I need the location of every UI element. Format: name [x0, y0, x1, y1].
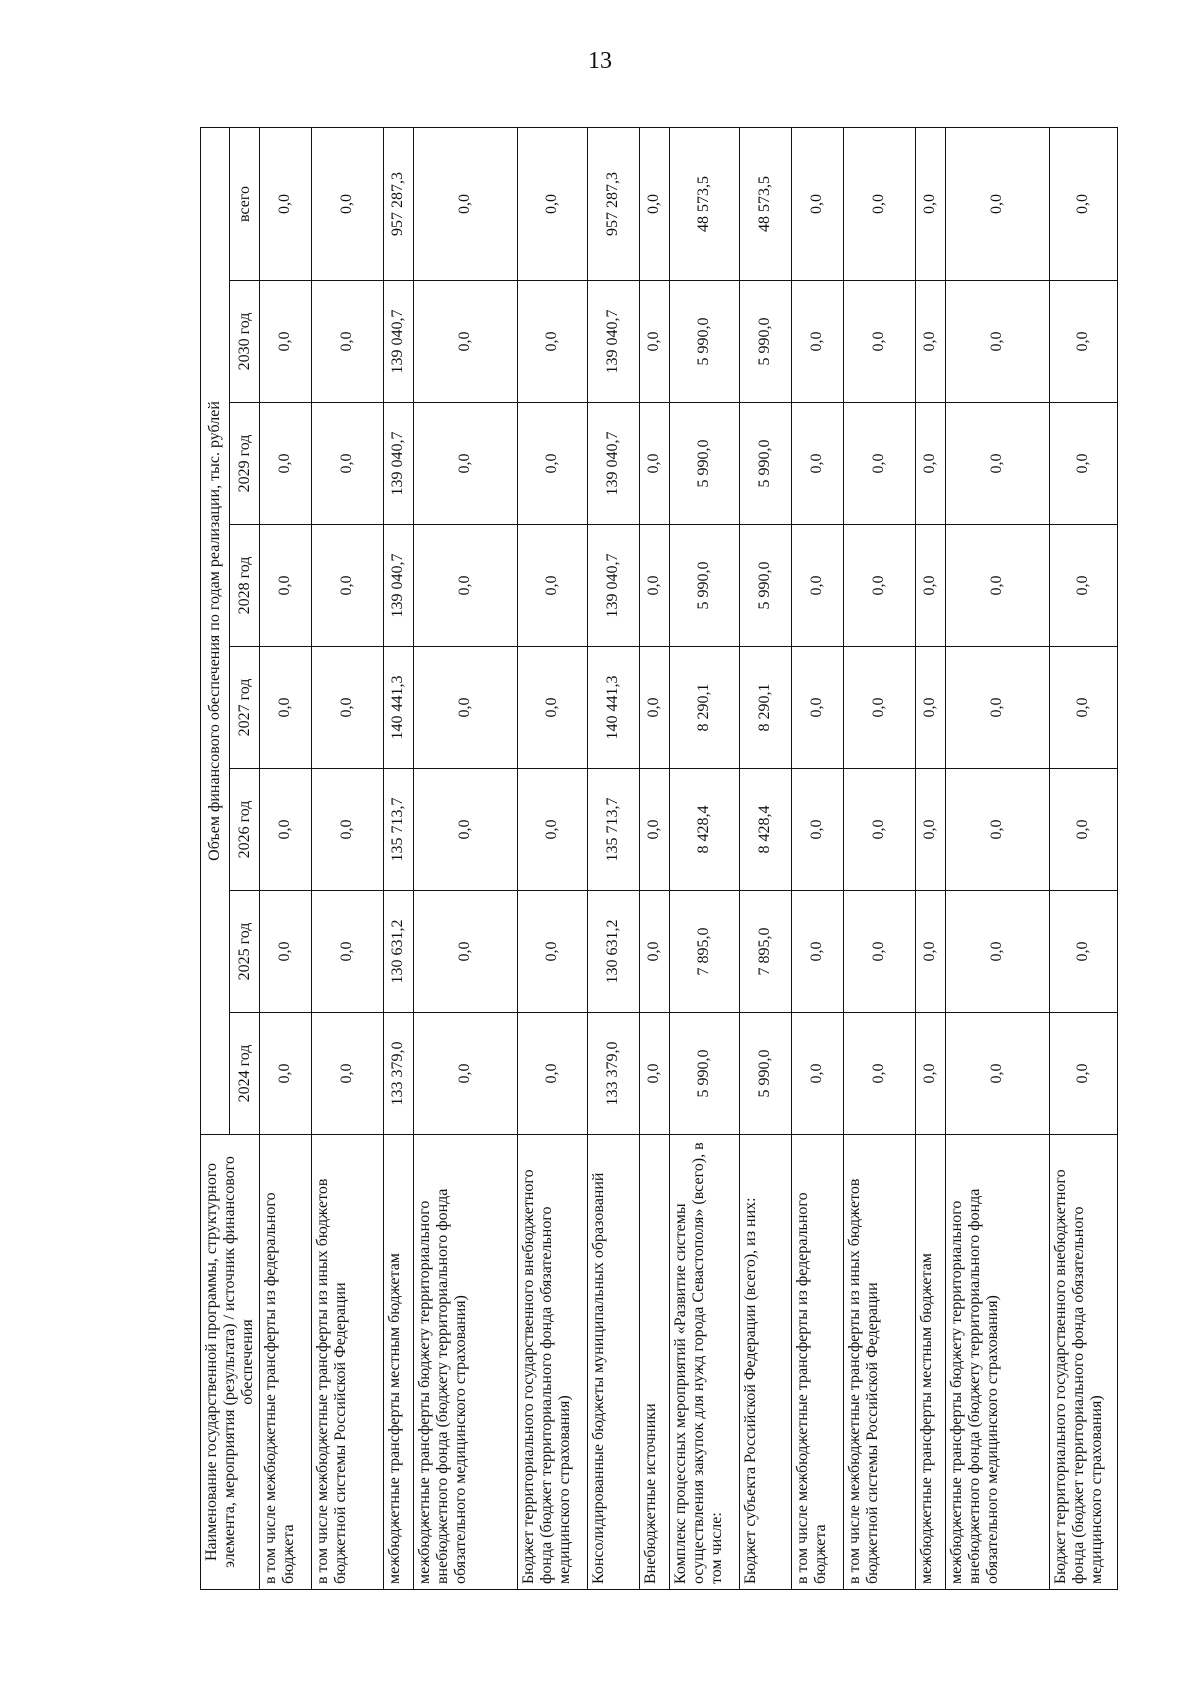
- row-year-value: 0,0: [413, 1013, 517, 1135]
- row-year-value: 0,0: [413, 281, 517, 403]
- row-year-value: 0,0: [639, 525, 669, 647]
- row-year-value: 133 379,0: [383, 1013, 413, 1135]
- row-year-value: 5 990,0: [669, 525, 739, 647]
- row-year-value: 5 990,0: [739, 1013, 791, 1135]
- table-row: [1049, 127, 1117, 1589]
- row-year-value: 0,0: [915, 769, 945, 891]
- row-year-value: 0,0: [945, 769, 1049, 891]
- header-row-1: [201, 127, 230, 1589]
- row-label: Внебюджетные источники: [639, 1135, 669, 1590]
- header-financing-group: Объем финансового обеспечения по годам реализации, тыс. рублей: [201, 127, 230, 1134]
- row-year-value: 0,0: [791, 281, 843, 403]
- table-row: [383, 127, 413, 1589]
- header-year: 2030 год: [230, 281, 259, 403]
- row-year-value: 0,0: [1049, 647, 1117, 769]
- row-total-value: 0,0: [517, 127, 587, 280]
- row-year-value: 0,0: [413, 891, 517, 1013]
- row-total-value: 957 287,3: [383, 127, 413, 280]
- row-label: Консолидированные бюджеты муниципальных образований: [587, 1135, 639, 1590]
- row-year-value: 139 040,7: [383, 403, 413, 525]
- row-year-value: 140 441,3: [587, 647, 639, 769]
- row-year-value: 0,0: [259, 769, 311, 891]
- row-year-value: 0,0: [843, 891, 915, 1013]
- row-label: Бюджет территориального государственного внебюджетного фонда (бюджет территориального фонда обязательного медицинского страхования): [1049, 1135, 1117, 1590]
- row-year-value: 0,0: [259, 647, 311, 769]
- row-year-value: 0,0: [1049, 403, 1117, 525]
- row-year-value: 0,0: [311, 647, 383, 769]
- row-year-value: 0,0: [945, 281, 1049, 403]
- header-year: 2025 год: [230, 891, 259, 1013]
- row-year-value: 0,0: [639, 647, 669, 769]
- table-body: [259, 127, 1117, 1589]
- header-year: 2027 год: [230, 647, 259, 769]
- table-row: [669, 127, 739, 1589]
- row-year-value: 135 713,7: [587, 769, 639, 891]
- row-total-value: 48 573,5: [739, 127, 791, 280]
- table-row: [517, 127, 587, 1589]
- row-year-value: 0,0: [259, 1013, 311, 1135]
- row-year-value: 139 040,7: [587, 281, 639, 403]
- row-year-value: 0,0: [311, 1013, 383, 1135]
- row-year-value: 0,0: [945, 1013, 1049, 1135]
- row-year-value: 130 631,2: [383, 891, 413, 1013]
- row-year-value: 0,0: [843, 525, 915, 647]
- row-year-value: 0,0: [915, 647, 945, 769]
- row-year-value: 5 990,0: [669, 1013, 739, 1135]
- row-year-value: 139 040,7: [383, 281, 413, 403]
- row-year-value: 0,0: [1049, 769, 1117, 891]
- row-year-value: 0,0: [915, 403, 945, 525]
- row-label: межбюджетные трансферты бюджету территориального внебюджетного фонда (бюджету территориального фонда обязательного медицинского страхования): [413, 1135, 517, 1590]
- table-row: [915, 127, 945, 1589]
- row-year-value: 0,0: [311, 403, 383, 525]
- row-year-value: 7 895,0: [669, 891, 739, 1013]
- row-year-value: 0,0: [945, 403, 1049, 525]
- row-year-value: 0,0: [311, 891, 383, 1013]
- row-year-value: 5 990,0: [739, 525, 791, 647]
- table-row: [945, 127, 1049, 1589]
- row-year-value: 0,0: [517, 525, 587, 647]
- row-year-value: 0,0: [259, 281, 311, 403]
- row-year-value: 0,0: [915, 1013, 945, 1135]
- row-total-value: 0,0: [791, 127, 843, 280]
- row-year-value: 0,0: [517, 281, 587, 403]
- row-year-value: 0,0: [843, 281, 915, 403]
- header-year: 2026 год: [230, 769, 259, 891]
- row-year-value: 0,0: [843, 769, 915, 891]
- row-label: в том числе межбюджетные трансферты из иных бюджетов бюджетной системы Российской Федерации: [311, 1135, 383, 1590]
- row-year-value: 5 990,0: [669, 281, 739, 403]
- row-year-value: 0,0: [517, 769, 587, 891]
- row-year-value: 0,0: [1049, 891, 1117, 1013]
- row-label: межбюджетные трансферты местным бюджетам: [383, 1135, 413, 1590]
- rotated-table-wrapper: [200, 128, 1105, 1590]
- row-year-value: 8 428,4: [669, 769, 739, 891]
- row-label: Комплекс процессных мероприятий «Развитие системы осуществления закупок для нужд города Севастополя» (всего), в том числе:: [669, 1135, 739, 1590]
- row-year-value: 135 713,7: [383, 769, 413, 891]
- table-row: [639, 127, 669, 1589]
- row-year-value: 0,0: [791, 525, 843, 647]
- row-year-value: 0,0: [915, 891, 945, 1013]
- row-year-value: 140 441,3: [383, 647, 413, 769]
- row-total-value: 0,0: [311, 127, 383, 280]
- row-year-value: 0,0: [639, 1013, 669, 1135]
- header-name-column: Наименование государственной программы, структурного элемента, мероприятия (результата) / источник финансового обеспечения: [201, 1135, 260, 1590]
- row-year-value: 0,0: [843, 647, 915, 769]
- row-year-value: 0,0: [791, 403, 843, 525]
- table-row: [791, 127, 843, 1589]
- row-label: межбюджетные трансферты местным бюджетам: [915, 1135, 945, 1590]
- row-year-value: 0,0: [945, 891, 1049, 1013]
- header-year: 2024 год: [230, 1013, 259, 1135]
- row-year-value: 0,0: [413, 403, 517, 525]
- row-total-value: 957 287,3: [587, 127, 639, 280]
- row-year-value: 0,0: [945, 525, 1049, 647]
- row-year-value: 0,0: [915, 525, 945, 647]
- row-year-value: 139 040,7: [587, 525, 639, 647]
- row-total-value: 0,0: [915, 127, 945, 280]
- row-year-value: 8 290,1: [669, 647, 739, 769]
- row-year-value: 0,0: [517, 1013, 587, 1135]
- row-label: Бюджет территориального государственного внебюджетного фонда (бюджет территориального фонда обязательного медицинского страхования): [517, 1135, 587, 1590]
- row-label: в том числе межбюджетные трансферты из иных бюджетов бюджетной системы Российской Федерации: [843, 1135, 915, 1590]
- row-total-value: 0,0: [413, 127, 517, 280]
- row-year-value: 0,0: [639, 403, 669, 525]
- row-year-value: 0,0: [311, 281, 383, 403]
- row-total-value: 0,0: [843, 127, 915, 280]
- row-year-value: 130 631,2: [587, 891, 639, 1013]
- row-year-value: 0,0: [639, 281, 669, 403]
- row-year-value: 0,0: [413, 525, 517, 647]
- row-year-value: 0,0: [639, 769, 669, 891]
- row-label: межбюджетные трансферты бюджету территориального внебюджетного фонда (бюджету территориального фонда обязательного медицинского страхования): [945, 1135, 1049, 1590]
- row-year-value: 0,0: [791, 647, 843, 769]
- row-year-value: 0,0: [517, 891, 587, 1013]
- row-total-value: 0,0: [945, 127, 1049, 280]
- row-year-value: 5 990,0: [669, 403, 739, 525]
- table-row: [843, 127, 915, 1589]
- row-label: в том числе межбюджетные трансферты из федерального бюджета: [791, 1135, 843, 1590]
- row-year-value: 0,0: [311, 769, 383, 891]
- row-year-value: 5 990,0: [739, 281, 791, 403]
- table-row: [413, 127, 517, 1589]
- row-year-value: 0,0: [517, 647, 587, 769]
- row-year-value: 0,0: [791, 891, 843, 1013]
- row-year-value: 139 040,7: [383, 525, 413, 647]
- row-year-value: 8 428,4: [739, 769, 791, 891]
- row-year-value: 7 895,0: [739, 891, 791, 1013]
- row-label: Бюджет субъекта Российской Федерации (всего), из них:: [739, 1135, 791, 1590]
- row-year-value: 0,0: [1049, 1013, 1117, 1135]
- row-year-value: 0,0: [915, 281, 945, 403]
- row-year-value: 0,0: [413, 769, 517, 891]
- header-year: 2028 год: [230, 525, 259, 647]
- row-year-value: 0,0: [843, 1013, 915, 1135]
- row-year-value: 0,0: [791, 1013, 843, 1135]
- row-year-value: 0,0: [413, 647, 517, 769]
- row-total-value: 0,0: [259, 127, 311, 280]
- row-year-value: 0,0: [311, 525, 383, 647]
- row-year-value: 5 990,0: [739, 403, 791, 525]
- row-year-value: 0,0: [843, 403, 915, 525]
- row-year-value: 8 290,1: [739, 647, 791, 769]
- row-total-value: 0,0: [1049, 127, 1117, 280]
- page-number: 13: [588, 48, 612, 74]
- row-year-value: 139 040,7: [587, 403, 639, 525]
- row-label: в том числе межбюджетные трансферты из федерального бюджета: [259, 1135, 311, 1590]
- row-year-value: 0,0: [791, 769, 843, 891]
- header-total: всего: [230, 127, 259, 280]
- table-row: [259, 127, 311, 1589]
- row-year-value: 0,0: [259, 891, 311, 1013]
- row-year-value: 0,0: [259, 403, 311, 525]
- row-year-value: 133 379,0: [587, 1013, 639, 1135]
- header-year: 2029 год: [230, 403, 259, 525]
- table-row: [587, 127, 639, 1589]
- financing-table: [200, 127, 1118, 1590]
- row-year-value: 0,0: [1049, 525, 1117, 647]
- row-year-value: 0,0: [945, 647, 1049, 769]
- row-year-value: 0,0: [259, 525, 311, 647]
- row-total-value: 0,0: [639, 127, 669, 280]
- row-year-value: 0,0: [517, 403, 587, 525]
- table-row: [311, 127, 383, 1589]
- row-year-value: 0,0: [639, 891, 669, 1013]
- table-row: [739, 127, 791, 1589]
- row-year-value: 0,0: [1049, 281, 1117, 403]
- row-total-value: 48 573,5: [669, 127, 739, 280]
